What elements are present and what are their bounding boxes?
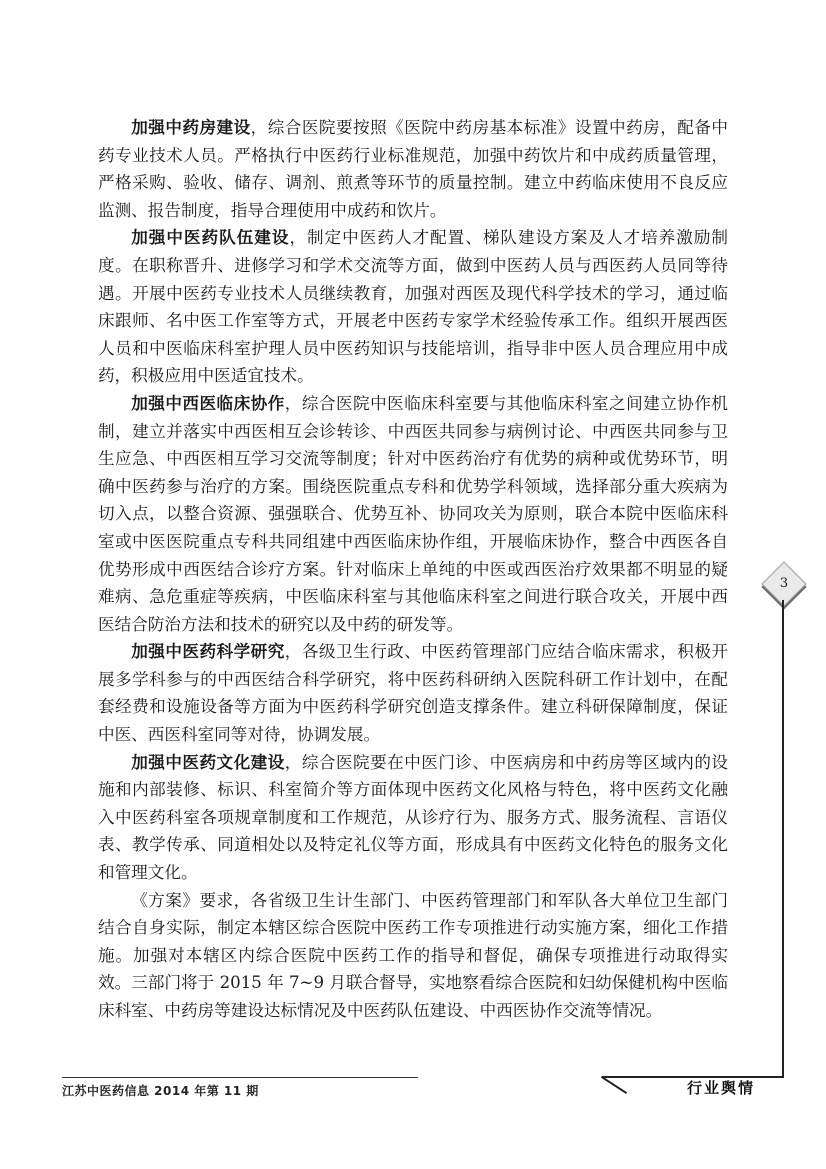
paragraph-text: ，各级卫生行政、中医药管理部门应结合临床需求，积极开展多学科参与的中西医结合科学研究，将中医药科研纳入医院科研工作计划中，在配套经费和设施设备等方面为中医药科学研究创造支撑条件。建立科研保障制度，保证中医、西医科室同等对待，协调发展。 — [98, 642, 729, 745]
page-number: 3 — [779, 576, 789, 591]
paragraph-text: 《方案》要求，各省级卫生计生部门、中医药管理部门和军队各大单位卫生部门结合自身实际，制定本辖区综合医院中医药工作专项推进行动实施方案，细化工作措施。加强对本辖区内综合医院中医药工作的指导和督促，确保专项推进行动取得实效。三部门将于 2015 年 7~9 月联合督导，实地察看综合医院和妇幼保健机构中医临床科室、中药房等建设达标情况及中医药队伍建设、中西医协作交流等情况。 — [98, 890, 728, 1020]
paragraph-heading: 加强中医药文化建设 — [131, 751, 285, 772]
paragraph-pharmacy — [98, 114, 728, 224]
paragraph-research — [98, 638, 728, 748]
paragraph-heading: 加强中医药科学研究 — [131, 641, 285, 662]
paragraph-heading: 加强中医药队伍建设 — [131, 227, 290, 248]
margin-rule — [782, 600, 784, 1078]
paragraph-plan — [98, 887, 728, 1025]
paragraph-text: ，制定中医药人才配置、梯队建设方案及人才培养激励制度。在职称晋升、进修学习和学术交流等方面，做到中医药人员与西医药人员同等待遇。开展中医药专业技术人员继续教育，加强对西医及现代科学技术的学习，通过临床跟师、名中医工作室等方式，开展老中医药专家学术经验传承工作。组织开展西医人员和中医临床科室护理人员中医药知识与技能培训，指导非中医人员合理应用中成药，积极应用中医适宜技术。 — [98, 228, 729, 386]
footer-section: 行业舆情 — [686, 1079, 755, 1097]
paragraph-heading: 加强中西医临床协作 — [131, 392, 285, 413]
paragraph-heading: 加强中药房建设 — [131, 117, 251, 137]
article-body — [98, 114, 728, 1025]
paragraph-text: ，综合医院要在中医门诊、中医病房和中药房等区域内的设施和内部装修、标识、科室简介等方面体现中医药文化风格与特色，将中医药文化融入中医药科室各项规章制度和工作规范，从诊疗行为、服务方式、服务流程、言语仪表、教学传承、同道相处以及特定礼仪等方面，形成具有中医药文化特色的服务文化和管理文化。 — [98, 752, 729, 883]
paragraph-culture — [98, 749, 728, 887]
paragraph-text: ，综合医院要按照《医院中药房基本标准》设置中药房，配备中药专业技术人员。严格执行中医药行业标准规范，加强中药饮片和中成药质量管理，严格采购、验收、储存、调剂、煎煮等环节的质量控制。建立中药临床使用不良反应监测、报告制度，指导合理使用中成药和饮片。 — [98, 118, 729, 220]
paragraph-workforce — [98, 224, 728, 390]
paragraph-collaboration — [98, 390, 728, 638]
footer-journal: 江苏中医药信息 2014 年第 11 期 — [62, 1077, 418, 1099]
paragraph-text: ，综合医院中医临床科室要与其他临床科室之间建立协作机制，建立并落实中西医相互会诊转诊、中西医共同参与病例讨论、中西医共同参与卫生应急、中西医相互学习交流等制度；针对中医药治疗有优势的病种或优势环节，明确中医药参与治疗的方案。围绕医院重点专科和优势学科领域，选择部分重大疾病为切入点，以整合资源、强强联合、优势互补、协同攻关为原则，联合本院中医临床科室或中医医院重点专科共同组建中西医临床协作组，开展临床协作，整合中西医各自优势形成中西医结合诊疗方案。针对临床上单纯的中医或西医治疗效果都不明显的疑难病、急危重症等疾病，中医临床科室与其他临床科室之间进行联合攻关，开展中西医结合防治方法和技术的研究以及中药的研发等。 — [98, 393, 729, 634]
